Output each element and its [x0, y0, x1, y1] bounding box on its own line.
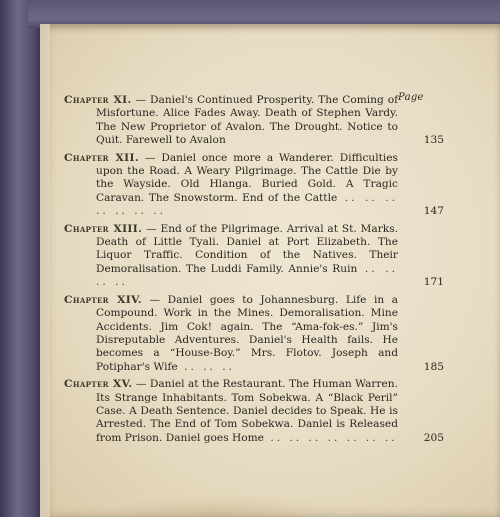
chapter-synopsis: — Daniel's Continued Prosperity. The Coming of Misfortune. Alice Fades Away. Death of Stephen Vardy. The New Proprietor of Avalon. The Drought. Notice to Quit. Farewell to Avalon	[96, 94, 398, 147]
toc-entry-body	[64, 152, 444, 219]
toc-entry-body	[64, 294, 444, 374]
chapter-synopsis: — Daniel once more a Wanderer. Difficulties upon the Road. A Weary Pilgrimage. The Cattle Die by the Wayside. Old Hlanga. Buried Gold. A Tragic Caravan. The Snowstorm. End of the Cattle	[96, 151, 398, 204]
chapter-label: Chapter XIII.	[64, 222, 143, 235]
table-of-contents	[64, 94, 444, 449]
toc-entry-chapter-14	[64, 294, 444, 374]
dot-leader: .. .. .. ..	[96, 262, 398, 289]
toc-entry-body	[64, 223, 444, 290]
chapter-page-number: 147	[423, 205, 444, 218]
toc-entry-chapter-15	[64, 378, 444, 445]
chapter-label: Chapter XIV.	[64, 293, 142, 306]
chapter-page-number: 205	[423, 431, 444, 444]
chapter-page-number: 135	[423, 134, 444, 147]
toc-entry-chapter-13	[64, 223, 444, 290]
chapter-synopsis: — Daniel at the Restaurant. The Human Warren. Its Strange Inhabitants. Tom Sobekwa. A “Black Peril” Case. A Death Sentence. Daniel decides to Speak. He is Arrested. The End of Tom Sobekwa. Daniel is Released from Prison. Daniel goes Home	[96, 378, 398, 444]
page-column-header: Page	[398, 92, 424, 103]
toc-entry-body	[64, 378, 444, 445]
book-spine	[0, 0, 40, 517]
toc-entry-chapter-12	[64, 152, 444, 219]
dot-leader: .. .. .. .. .. .. ..	[263, 431, 398, 444]
toc-entry-body	[64, 94, 444, 148]
chapter-synopsis: — End of the Pilgrimage. Arrival at St. Marks. Death of Little Tyali. Daniel at Port Elizabeth. The Liquor Traffic. Condition of the Natives. Their Demoralisation. The Luddi Family. Annie's Ruin	[96, 222, 399, 275]
page-edges	[40, 24, 50, 517]
chapter-page-number: 171	[423, 276, 444, 289]
chapter-page-number: 185	[423, 360, 444, 373]
chapter-label: Chapter XII.	[64, 151, 139, 164]
dot-leader: .. .. .. .. .. .. ..	[96, 191, 398, 218]
chapter-label: Chapter XI.	[64, 94, 132, 106]
toc-entry-chapter-11	[64, 94, 444, 148]
dot-leader: .. .. ..	[177, 360, 236, 373]
page-stain	[100, 494, 340, 517]
chapter-label: Chapter XV.	[64, 378, 133, 391]
chapter-synopsis: — Daniel goes to Johannesburg. Life in a Compound. Work in the Mines. Demoralisation. Mine Accidents. Jim Cok! again. The “Ama-fok-es.” Jim's Disreputable Adventures. Daniel's Health fails. He becomes a “House-Boy.” Mrs. Flotov. Joseph and Potiphar's Wife	[96, 293, 399, 373]
